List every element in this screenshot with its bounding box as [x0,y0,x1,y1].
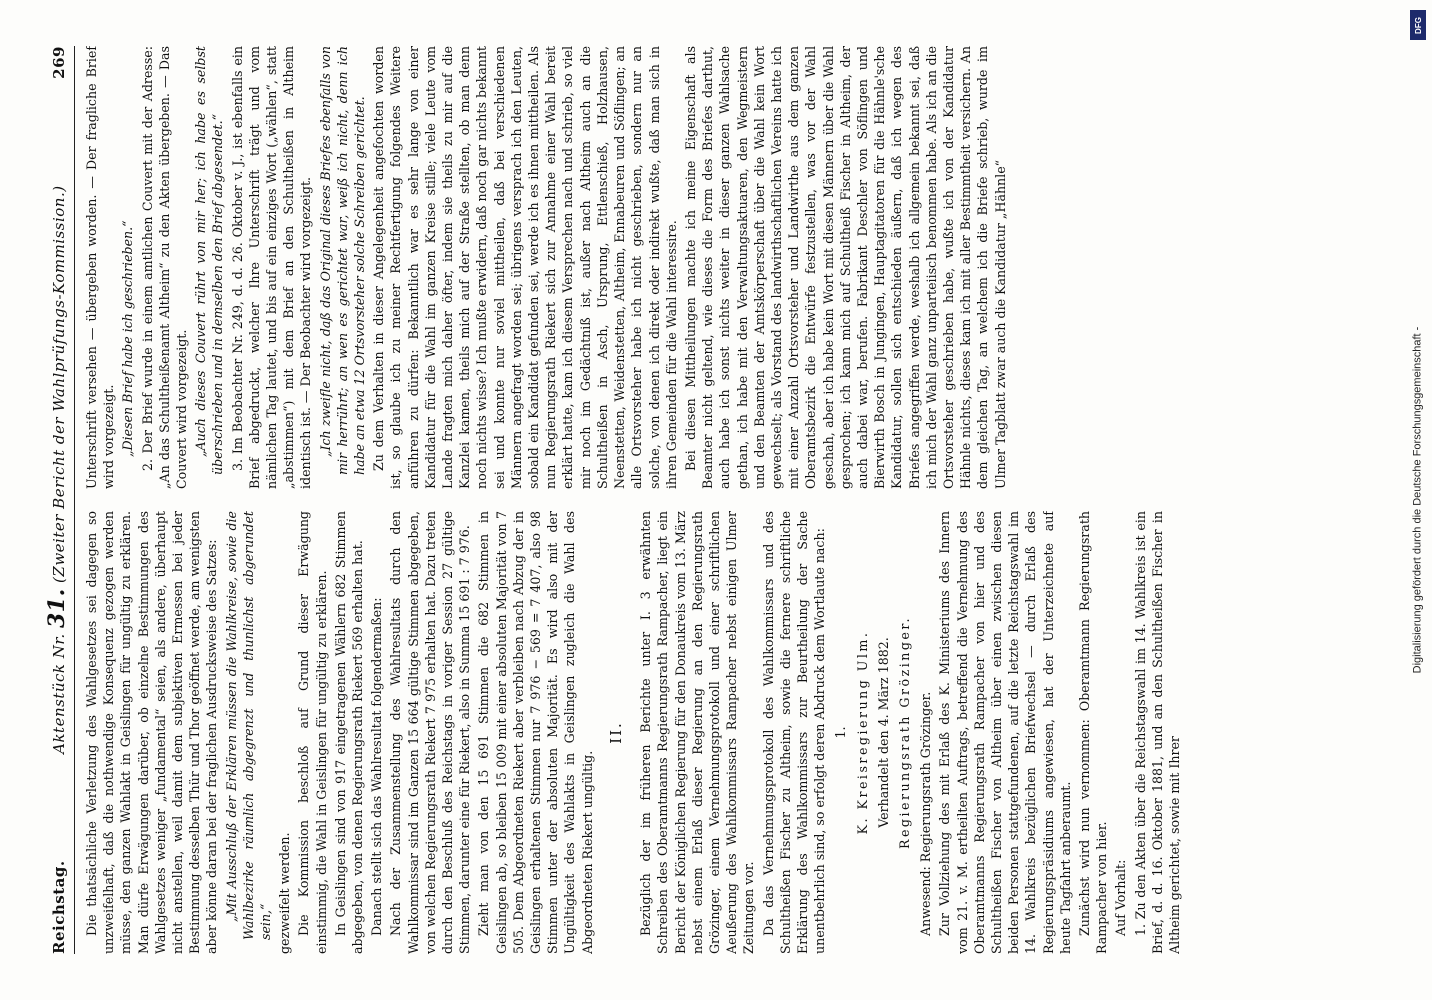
text-columns [83,46,1373,954]
quotation: „Diesen Brief habe ich geschrieben.“ [120,220,136,457]
running-head-center [44,185,70,753]
paragraph: Die Kommission beschloß auf Grund dieser Erwägung einstimmig, die Wahl in Geislingen für ungültig zu erklären. [296,511,329,954]
rotated-document-page [26,20,1406,980]
digitization-credit [1404,0,1430,1000]
paragraph: Da das Vernehmungsprotokoll des Wahlkommissars und des Schultheißen Fischer zu Altheim, sowie die fernere schriftliche Erklärung des Wahlkommissars zur Beurtheilung der Sache unentbehrlich sind, so erfolgt deren Abdruck dem Wortlaute nach: [760,511,828,954]
paragraph: gezweifelt werden. [277,832,293,954]
document-number: 31. [44,588,70,629]
paragraph: Bei diesen Mittheilungen machte ich meine Eigenschaft als Beamter nicht geltend, wie dieses die Form des Briefes darthut, auch habe ich sonst nichts weiter in dieser ganzen Wahlsache gethan, ich habe mit den Verwaltungsaktuaren, den Wegmeistern und den Beamten der Amtskörperschaft über die Wahl kein Wort gewechselt; als Vorstand des landwirthschaftlichen Vereins hatte ich mit einer Anzahl Ortsvorsteher und Landwirthe aus dem ganzen Oberamtsbezirk die Entwürfe festzustellen, was vor der Wahl geschah, aber ich habe kein Wort mit diesen Männern über die Wahl gesprochen; ich kann mich auf Schultheiß Fischer in Altheim, der auch dabei war, berufen. Fabrikant Deschler von Söflingen und Bierwirth Bosch in Jungingen, Hauptagitatoren für die Hähnle'sche Kandidatur, sollen sich entschieden äußern, daß ich wegen des Briefes angegriffen werde, weshalb ich allgemein bekannt sei, daß ich mich der Wahl ganz unparteiisch benommen habe. Als ich an die Ortsvorsteher geschrieben habe, wußte ich von der Kandidatur Hähnle nichts, dieses kam ich mit aller Bestimmtheit versichern. An dem gleichen Tag, an welchem ich die Briefe schrieb, wurde im Ulmer Tagblatt zwar auch die Kandidatur „Hähnle“ [682,46,1008,489]
paragraph: 3. Im Beobachter Nr. 249, d. d. 26. Oktober v. J., ist ebenfalls ein Brief abgedruckt, welcher Ihre Unterschrift trägt und vom nämlichen Tag lautet, und bis auf ein einziges Wort („wählen“, statt „abstimmen“) mit dem Brief an den Schultheißen in Altheim identisch ist. — Der Beobachter wird vorgezeigt. [229,46,314,489]
paragraph: Zur Vollziehung des mit Erlaß des K. Ministeriums des Innern vom 21. v. M. ertheilten Auftrags, betreffend die Vernehmung des Oberamtmanns Regierungsrath Rampacher von hier und des Schultheißen Fischer von Altheim über einen zwischen diesen beiden Personen stattgefundenen, auf die letzte Reichstagswahl im 14. Wahlkreis bezüglichen Briefwechsel — durch Erlaß des Regierungspräsidiums angewiesen, hat der Unterzeichnete auf heute Tagfahrt anberaumt. [937,511,1073,954]
page-number: 269 [50,46,68,79]
place-heading: K. Kreisregierung Ulm. [854,630,870,835]
section-heading: II. [606,721,625,744]
quotation: „Ich zweifle nicht, daß das Original dieses Briefes ebenfalls von mir herrührt; an wen es gerichtet war, weiß ich nicht, denn ich habe an etwa 12 Ortsvorsteher solche Schreiben gerichtet. [317,46,368,475]
paragraph: Anwesend: Regierungsrath Grözinger. [918,691,934,936]
paragraph: Unterschrift versehen — übergeben worden. — Der fragliche Brief wird vorgezeigt. [84,46,117,489]
enumeration: 1. [833,726,849,739]
quotation: „Mit Ausschluß der Erklären müssen die Wahlkreise, sowie die Wahlbezirke räumlich abgegrenzt und thunlichst abgerundet sein,“ [223,511,274,940]
paragraph: Bezüglich der im früheren Berichte unter I. 3 erwähnten Schreiben des Oberamtmanns Regierungsrath Rampacher, liegt ein Bericht der Königlichen Regierung für den Donaukreis vom 13. März nebst einem Erlaß dieser Regierung an den Regierungsrath Grözinger, einem Vernehmungsprotokoll und einer schriftlichen Aeußerung des Wahlkommissars Rampacher nebst einigen Ulmer Zeitungen vor. [638,511,757,954]
running-head [44,46,75,954]
credit-text: Digitalisierung gefördert durch die Deutsche Forschungsgemeinschaft - [1411,326,1423,674]
report-title: (Zweiter Bericht der Wahlprüfungs-Kommission.) [50,185,68,583]
paragraph: Zu dem Verhalten in dieser Angelegenheit angefochten worden ist, so glaube ich zu meiner Rechtfertigung folgendes Weitere anführen zu dürfen: Bekanntlich war es sehr lange von einer Kandidatur für die Wahl im ganzen Kreise stille; viele Leute vom Lande fragten mich daher öfter, indem sie theils zu mir auf die Kanzlei kamen, theils mich auf der Straße stellten, ob man denn noch nichts wisse? Ich mußte erwidern, daß noch gar nichts bekannt sei und konnte nur soviel mittheilen, daß bei verschiedenen Männern angefragt worden sei; übrigens versprach ich den Leuten, sobald ein Kandidat gefunden sei, werde ich es ihnen mittheilen. Als nun Regierungsrath Riekert sich zur Annahme einer Wahl bereit erklärt hatte, kam ich diesem Versprechen nach und schrieb, so viel mir noch im Gedächtniß ist, außer nach Altheim auch an die Schultheißen in Asch, Ursprung, Ettlenschieß, Holzhausen, Neenstetten, Weidenstetten, Altheim, Ennabeuren und Söflingen; an alle Ortsvorsteher habe ich nicht geschrieben, sondern nur an solche, von denen ich direkt oder indirekt wußte, daß man sich in ihren Gemeinden für die Wahl interessire. [371,46,679,489]
left-column [83,511,1373,954]
dfg-logo [1410,10,1426,40]
commissioner-name: Regierungsrath Grözinger. [896,615,912,850]
date-line: Verhandelt den 4. März 1882. [875,637,891,828]
paragraph: 2. Der Brief wurde in einem amtlichen Couvert mit der Adresse: „An das Schultheißenamt Altheim“ zu den Akten übergeben. — Das Couvert wird vorgezeigt. [139,46,190,489]
paragraph: Zieht man von den 15 691 Stimmen die 682 Stimmen in Geislingen ab, so bleiben 15 009 mit einer absoluten Majorität von 7 505. Dem Abgeordneten Riekert aber verbleiben nach Abzug der in Geislingen erhaltenen Stimmen nur 7 976 − 569 = 7 407, also 98 Stimmen unter der absoluten Majorität. Es wird also mit der Ungültigkeit des Wahlakts in Geislingen zugleich die Wahl des Abgeordneten Riekert ungültig. [476,511,595,954]
dfg-logo-text: DFG [1413,16,1423,34]
running-head-left: Reichstag. [50,860,68,954]
paragraph: Nach der Zusammenstellung des Wahlresultats durch den Wahlkommissar sind im Ganzen 15 664 gültige Stimmen abgegeben, von welchen Regierungsrath Riekert 7 975 erhalten hat. Dazu treten durch den Beschluß des Reichstags in voriger Session 27 gültige Stimmen, darunter eine für Riekert, also in Summa 15 691 : 7 976. [388,511,473,954]
paragraph: In Geislingen sind von 917 eingetragenen Wählern 682 Stimmen abgegeben, von denen Regierungsrath Riekert 569 erhalten hat. [332,511,366,954]
paragraph: Auf Vorhalt: [1113,859,1129,936]
right-column [83,46,1373,489]
paragraph: Zunächst wird nun vernommen: Oberamtmann Regierungsrath Rampacher von hier. [1076,511,1110,954]
quotation: „Auch dieses Couvert rührt von mir her; ich habe es selbst überschrieben und in demselben den Brief abgesendet.“ [193,46,226,475]
paragraph: Danach stellt sich das Wahlresultat folgendermaßen: [369,597,385,936]
document-label: Aktenstück Nr. [50,633,68,754]
paragraph: 1. Zu den Akten über die Reichstagswahl im 14. Wahlkreis ist ein Brief, d. d. 16. Oktober 1881, und an den Schultheißen Fischer in Altheim gerichtet, sowie mit Ihrer [1132,511,1182,954]
paragraph: Die thatsächliche Verletzung des Wahlgesetzes sei dagegen so unzweifelhaft, daß die nothwendige Konsequenz gezogen werden müsse, den ganzen Wahlakt in Geislingen für ungültig zu erklären. Man dürfe Erwägungen darüber, ob einzelne Bestimmungen des Wahlgesetzes weniger „fundamental“ seien, als andere, überhaupt nicht anstellen, weil damit dem subjektiven Ermessen bei jeder Bestimmung desselben Thür und Thor geöffnet werde, am wenigsten aber könne daran bei der fraglichen Ausdrucksweise des Satzes: [84,511,220,954]
